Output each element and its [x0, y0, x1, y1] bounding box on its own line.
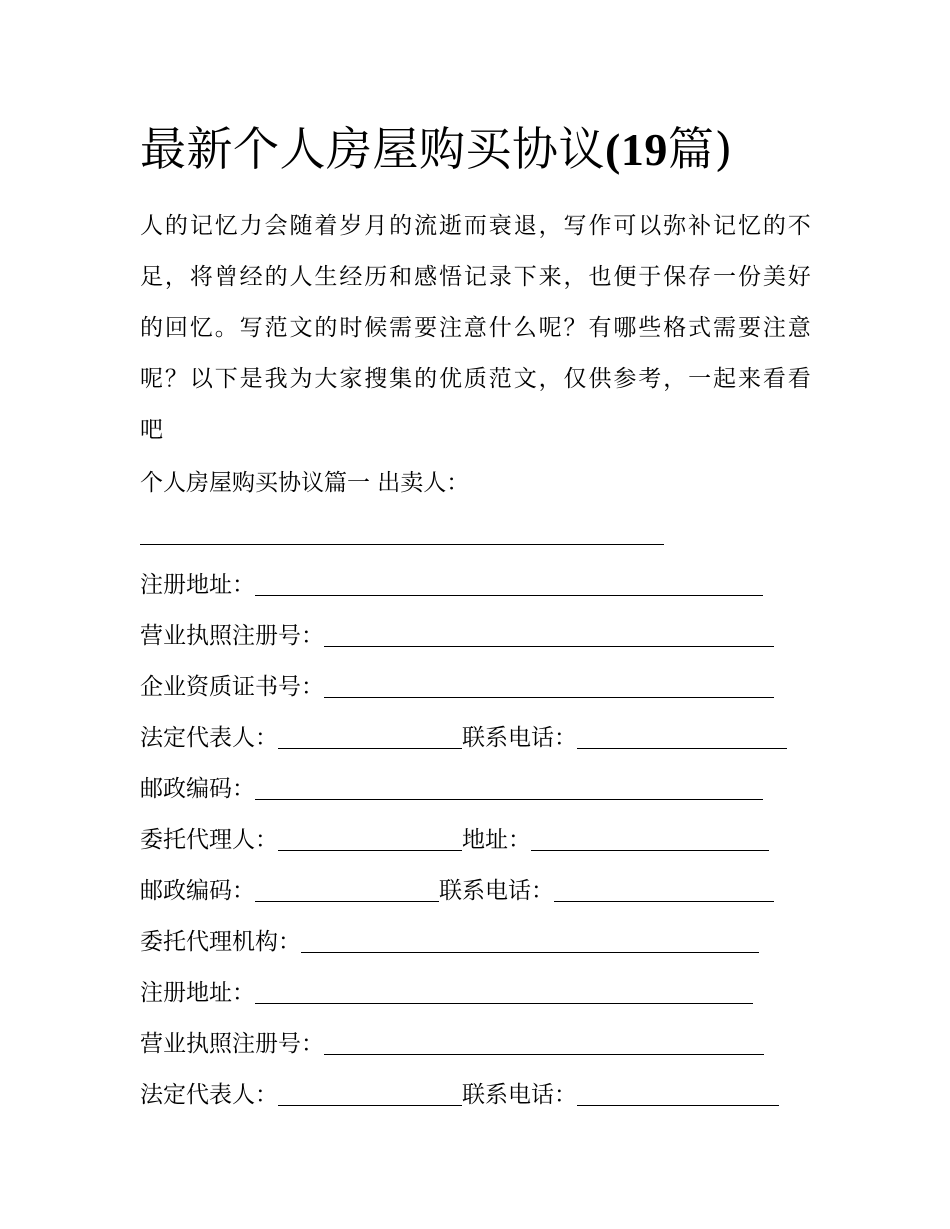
field-blank	[301, 952, 759, 953]
document-page	[140, 118, 820, 1121]
section-heading-line	[140, 458, 820, 509]
intro-paragraph: 人的记忆力会随着岁月的流逝而衰退，写作可以弥补记忆的不足，将曾经的人生经历和感悟记录下来，也便于保存一份美好的回忆。写范文的时候需要注意什么呢？有哪些格式需要注意呢？以下是我为大家搜集的优质范文，仅供参考，一起来看看吧	[140, 213, 812, 443]
title-text: 最新个人房屋购买协议	[140, 122, 605, 176]
section-heading: 个人房屋购买协议篇一 出卖人：	[140, 470, 470, 496]
field-label: 企业资质证书号：	[140, 674, 324, 700]
field-blank	[255, 799, 763, 800]
field-blank	[278, 748, 462, 749]
field-blank	[278, 850, 462, 851]
field-legal-rep-1	[140, 713, 820, 764]
field-blank	[324, 1054, 764, 1055]
field-label: 邮政编码：	[140, 878, 255, 904]
field-license-no-2	[140, 1019, 820, 1070]
field-label: 联系电话：	[462, 1082, 577, 1108]
field-blank	[255, 901, 439, 902]
field-label: 联系电话：	[462, 725, 577, 751]
field-label: 注册地址：	[140, 572, 255, 598]
field-postcode-2	[140, 866, 820, 917]
field-label: 注册地址：	[140, 980, 255, 1006]
field-label: 营业执照注册号：	[140, 1031, 324, 1057]
field-blank	[324, 697, 774, 698]
field-blank	[577, 1105, 779, 1106]
field-blank	[577, 748, 787, 749]
field-label: 邮政编码：	[140, 776, 255, 802]
field-blank	[324, 646, 774, 647]
field-postcode-1	[140, 764, 820, 815]
field-legal-rep-2	[140, 1070, 820, 1121]
title-count: (19	[605, 124, 668, 175]
field-blank	[255, 595, 763, 596]
field-reg-address-1	[140, 560, 820, 611]
field-license-no-1	[140, 611, 820, 662]
seller-name-line	[140, 509, 820, 560]
field-blank	[554, 901, 774, 902]
field-label: 营业执照注册号：	[140, 623, 324, 649]
field-label: 联系电话：	[439, 878, 554, 904]
field-label: 地址：	[462, 827, 531, 853]
field-label: 委托代理人：	[140, 827, 278, 853]
field-blank	[255, 1003, 753, 1004]
field-label: 委托代理机构：	[140, 929, 301, 955]
field-agent	[140, 815, 820, 866]
title-suffix: 篇)	[667, 122, 733, 176]
field-label: 法定代表人：	[140, 725, 278, 751]
document-title	[140, 118, 820, 181]
field-blank	[531, 850, 769, 851]
field-blank	[278, 1105, 462, 1106]
field-qualification-no	[140, 662, 820, 713]
seller-name-blank	[140, 544, 664, 545]
field-label: 法定代表人：	[140, 1082, 278, 1108]
field-reg-address-2	[140, 968, 820, 1019]
field-agency	[140, 917, 820, 968]
